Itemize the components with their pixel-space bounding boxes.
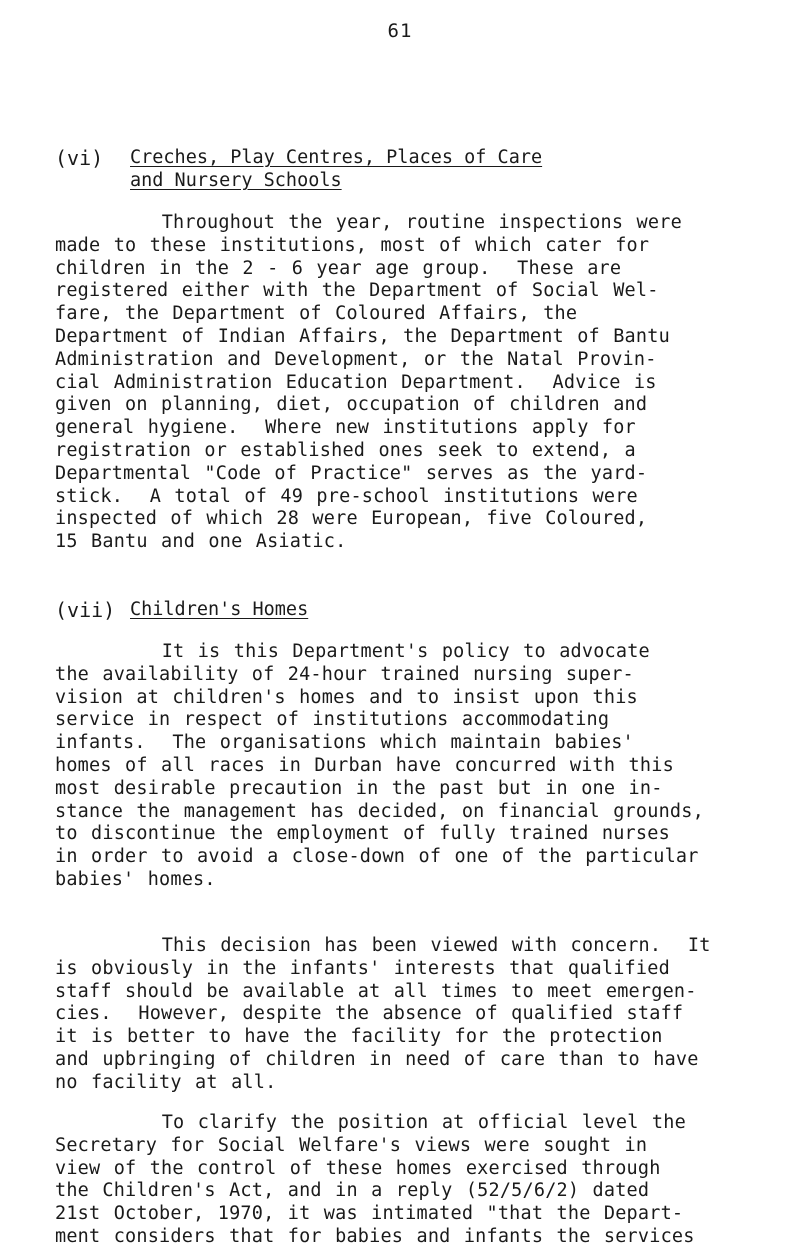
section-number: (vi) [55,146,104,170]
text-line: babies' homes. [55,868,216,890]
text-line: in order to avoid a close-down of one of the particular [55,846,699,868]
text-line: staff should be available at all times to meet emergen- [55,980,697,1002]
text-line: Department of Indian Affairs, the Department of Bantu [55,325,670,347]
section-number: (vii) [55,598,116,622]
paragraph-body [55,212,775,554]
text-line: ment considers that for babies and infants the services [55,1225,695,1247]
text-line: the Children's Act, and in a reply (52/5/6/2) dated [55,1180,650,1202]
paragraph-body [55,935,775,1095]
text-line: It is this Department's policy to advocate [55,641,650,662]
text-line: stick. A total of 49 pre-school institutions were [55,485,638,507]
text-line: stance the management has decided, on financial grounds, [55,800,704,822]
paragraph [55,1112,775,1249]
section-title-line: Creches, Play Centres, Places of Care [130,147,543,168]
text-line: 15 Bantu and one Asiatic. [55,531,347,553]
text-line: general hygiene. Where new institutions apply for [55,417,636,439]
text-line: homes of all races in Durban have concurred with this [55,754,674,776]
text-line: and upbringing of children in need of care than to have [55,1048,699,1070]
text-line: no facility at all. [55,1071,277,1093]
text-line: to discontinue the employment of fully trained nurses [55,823,670,845]
text-line: Throughout the year, routine inspections were [55,212,682,233]
text-line: inspected of which 28 were European, five Coloured, [55,508,648,530]
paragraph-body [55,1112,775,1249]
section-title-line: Children's Homes [130,599,309,620]
text-line: made to these institutions, most of which cater for [55,234,650,256]
text-line: Departmental "Code of Practice" serves as the yard- [55,462,648,484]
section-heading [55,146,775,192]
text-line: This decision has been viewed with concern. It [55,935,711,956]
section-heading [55,598,775,622]
text-line: given on planning, diet, occupation of children and [55,394,648,416]
section-title [130,146,542,192]
paragraph [55,935,775,1095]
text-line: Secretary for Social Welfare's views were sought in [55,1134,648,1156]
text-line: cial Administration Education Department. Advice is [55,371,657,393]
text-line: view of the control of these homes exercised through [55,1157,661,1179]
section-childrens-homes [55,598,775,622]
text-line: 21st October, 1970, it was intimated "that the Depart- [55,1203,684,1225]
text-line: To clarify the position at official level the [55,1112,686,1133]
paragraph-body [55,641,775,892]
text-line: it is better to have the facility for the protection [55,1026,663,1048]
paragraph [55,212,775,554]
text-line: children in the 2 - 6 year age group. These are [55,257,622,279]
text-line: registration or established ones seek to extend, a [55,439,636,461]
text-line: is obviously in the infants' interests that qualified [55,957,670,979]
text-line: vision at children's homes and to insist upon this [55,686,638,708]
page-number: 61 [387,20,413,42]
section-title [130,598,308,621]
text-line: Administration and Development, or the Natal Provin- [55,348,657,370]
text-line: infants. The organisations which maintain babies' [55,732,634,754]
paragraph [55,641,775,892]
text-line: cies. However, despite the absence of qualified staff [55,1003,684,1025]
text-line: the availability of 24-hour trained nursing super- [55,663,634,685]
text-line: service in respect of institutions accommodating [55,709,610,731]
text-line: most desirable precaution in the past but in one in- [55,777,663,799]
section-title-line: and Nursery Schools [130,170,342,191]
text-line: fare, the Department of Coloured Affairs, the [55,303,578,325]
text-line: registered either with the Department of Social Wel- [55,280,659,302]
section-creches [55,146,775,192]
